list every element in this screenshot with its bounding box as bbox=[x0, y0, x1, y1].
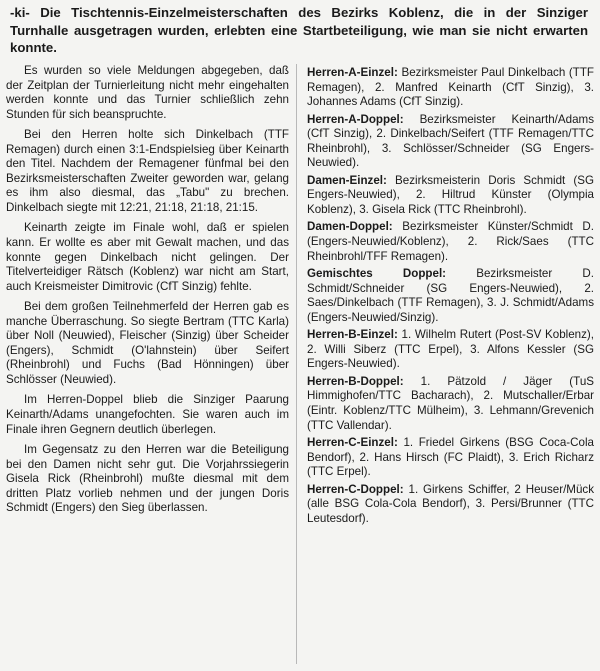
result-label: Damen-Einzel: bbox=[307, 173, 387, 187]
result-entry bbox=[307, 220, 594, 264]
result-entry bbox=[307, 375, 594, 433]
result-entry bbox=[307, 66, 594, 110]
article-lead: -ki- Die Tischtennis-Einzelmeisterschaften des Bezirks Koblenz, die in der Sinziger Turnhalle ausgetragen wurden, erlebten eine Startbeteiligung, wie man sie nicht erwarten konnte. bbox=[10, 5, 588, 55]
result-text: Bezirksmeister Künster/Schmidt D. (Engers-Neuwied/Koblenz), 2. Rick/Saes (TTC Rheinbrohl/TFF Remagen). bbox=[307, 220, 594, 263]
result-label: Herren-A-Doppel: bbox=[307, 112, 404, 126]
result-text: 1. Wilhelm Rutert (Post-SV Koblenz), 2. Willi Siberz (TTC Erpel), 3. Alfons Kessler (SG Engers-Neuwied). bbox=[307, 328, 594, 371]
result-entry bbox=[307, 483, 594, 527]
paragraph: Im Gegensatz zu den Herren war die Beteiligung bei den Damen nicht sehr gut. Die Vorjahrssiegerin Gisela Rick (Rheinbrohl) mußte diesmal mit dem dritten Platz vorlieb nehmen und der jungen Doris Schmidt (Engers) den Sieg überlassen. bbox=[6, 443, 289, 515]
paragraph: Im Herren-Doppel blieb die Sinziger Paarung Keinarth/Adams unangefochten. Sie waren auch im Finale ihren Gegnern deutlich überlegen. bbox=[6, 393, 289, 436]
paragraph: Keinarth zeigte im Finale wohl, daß er spielen kann. Er wollte es aber mit Gewalt machen, und das konnte gegen Dinkelbach nicht gelingen. Der Titelverteidiger Rätsch (Koblenz) war nicht am Start, auch Kreismeister Dimitrovic (CfT Sinzig) fehlte. bbox=[6, 221, 289, 293]
result-text: 1. Girkens Schiffer, 2 Heuser/Mück (alle BSG Cola-Cola Bendorf), 3. Persi/Brunner (TTC Leutesdorf). bbox=[307, 482, 594, 525]
result-text: Bezirksmeister Keinarth/Adams (CfT Sinzig), 2. Dinkelbach/Seifert (TTF Remagen/TTC Rheinbrohl), 3. Schlösser/Schneider (SG Engers-Neuwied). bbox=[307, 112, 594, 170]
paragraph: Es wurden so viele Meldungen abgegeben, daß der Zeitplan der Turnierleitung nicht mehr eingehalten werden konnte und das Turnier schließlich zehn Stunden für sich beanspruchte. bbox=[6, 64, 289, 121]
column-divider bbox=[296, 64, 297, 664]
result-text: Bezirksmeister Paul Dinkelbach (TTF Remagen), 2. Manfred Keinarth (CfT Sinzig), 3. Johannes Adams (CfT Sinzig). bbox=[307, 66, 594, 109]
result-label: Herren-B-Einzel: bbox=[307, 328, 398, 342]
results-column bbox=[307, 66, 594, 529]
result-text: Bezirksmeisterin Doris Schmidt (SG Engers-Neuwied), 2. Hiltrud Künster (Olympia Koblenz), 3. Gisela Rick (TTC Rheinbrohl). bbox=[307, 173, 594, 216]
result-label: Herren-C-Einzel: bbox=[307, 436, 398, 450]
paragraph: Bei dem großen Teilnehmerfeld der Herren gab es manche Überraschung. So siegte Bertram (TTC Karla) über Noll (Neuwied), Fleischer (Sinzig) über Scheider (Engers), Schmidt (O'lahnstein) über Seifert (Rheinbrohl) und Fuchs (Bad Hönningen) über Schlösser (Neuwied). bbox=[6, 300, 289, 386]
result-label: Herren-C-Doppel: bbox=[307, 482, 404, 496]
result-label: Herren-A-Einzel: bbox=[307, 66, 398, 79]
result-label: Herren-B-Doppel: bbox=[307, 374, 404, 388]
result-label: Damen-Doppel: bbox=[307, 220, 393, 234]
result-text: Bezirksmeister D. Schmidt/Schneider (SG Engers-Neuwied), 2. Saes/Dinkelbach (TTF Remagen), 3. J. Schmidt/Adams (Engers-Neuwied/Sinzig). bbox=[307, 267, 594, 324]
result-text: 1. Pätzold / Jäger (TuS Himmighofen/TTC Bacharach), 2. Mutschaller/Erbar (Eintr. Koblenz/TTC Mülheim), 3. Lehmann/Grevenich (TTC Vallendar). bbox=[307, 374, 594, 432]
left-column bbox=[6, 64, 289, 522]
paragraph: Bei den Herren holte sich Dinkelbach (TTF Remagen) durch einen 3:1-Endspielsieg über Keinarth den Titel. Nachdem der Remagener fünfmal bei den Bezirksmeisterschaften Zweiter geworden war, gelang es ihm also diesmal, das „Tabu" zu brechen. Dinkelbach siegte mit 12:21, 21:18, 21:18, 21:15. bbox=[6, 128, 289, 214]
result-entry bbox=[307, 174, 594, 218]
result-entry bbox=[307, 267, 594, 325]
result-text: 1. Friedel Girkens (BSG Coca-Cola Bendorf), 2. Hans Hirsch (FC Plaidt), 3. Erich Richarz (TTC Erpel). bbox=[307, 436, 594, 479]
result-entry bbox=[307, 328, 594, 372]
result-entry bbox=[307, 436, 594, 480]
result-label: Gemischtes Doppel: bbox=[307, 267, 447, 281]
result-entry bbox=[307, 113, 594, 171]
